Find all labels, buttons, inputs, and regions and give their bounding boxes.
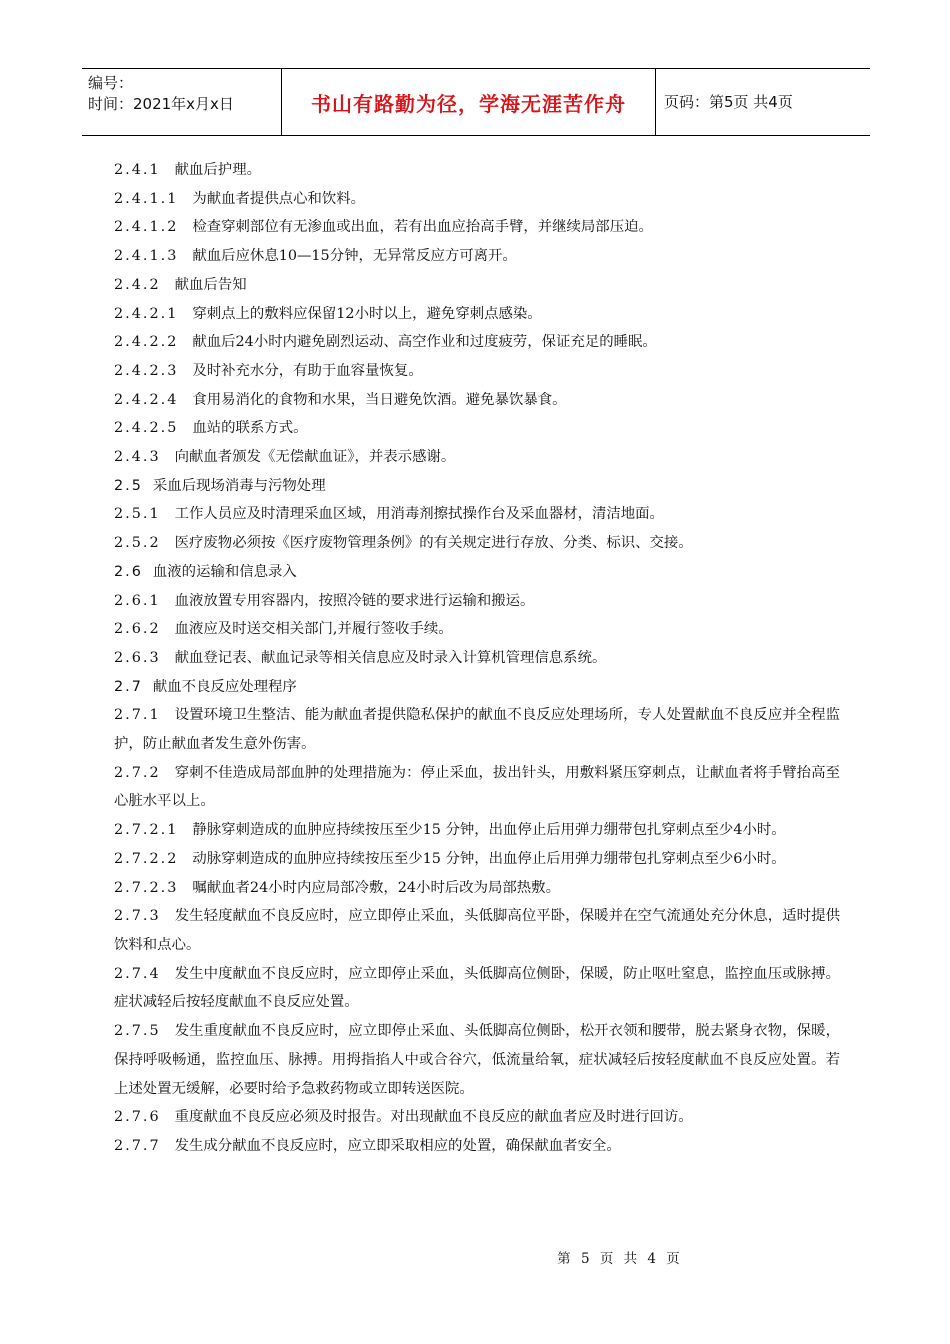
paragraph-number: 2.7.7 <box>114 1137 161 1154</box>
paragraph-text: 嘱献血者24小时内应局部冷敷，24小时后改为局部热敷。 <box>192 879 560 896</box>
paragraph <box>114 271 840 300</box>
paragraph <box>114 644 840 673</box>
paragraph-text: 重度献血不良反应必须及时报告。对出现献血不良反应的献血者应及时进行回访。 <box>174 1109 693 1126</box>
paragraph <box>114 414 840 443</box>
paragraph <box>114 701 840 758</box>
paragraph <box>114 1017 840 1103</box>
header-meta <box>88 73 278 115</box>
page-footer: 第 5 页 共 4 页 <box>557 1251 683 1267</box>
header-page-info: 页码：第5页 共4页 <box>664 93 793 111</box>
paragraph-number: 2.4.1.2 <box>114 219 179 236</box>
header-divider <box>655 69 656 135</box>
paragraph-text: 食用易消化的食物和水果，当日避免饮酒。避免暴饮暴食。 <box>192 391 567 408</box>
paragraph <box>114 816 840 845</box>
paragraph-text: 血液应及时送交相关部门,并履行签收手续。 <box>174 621 453 638</box>
paragraph <box>114 874 840 903</box>
paragraph-number: 2.7.1 <box>114 707 161 724</box>
paragraph-text: 发生成分献血不良反应时，应立即采取相应的处置，确保献血者安全。 <box>174 1137 621 1154</box>
header-time: 时间：2021年x月x日 <box>88 95 234 113</box>
paragraph-text: 采血后现场消毒与污物处理 <box>152 477 326 494</box>
paragraph-text: 为献血者提供点心和饮料。 <box>192 190 366 207</box>
paragraph-text: 医疗废物必须按《医疗废物管理条例》的有关规定进行存放、分类、标识、交接。 <box>174 535 693 552</box>
paragraph <box>114 213 840 242</box>
paragraph-number: 2.4.2 <box>114 276 161 293</box>
paragraph-number: 2.4.3 <box>114 449 161 466</box>
header-motto: 书山有路勤为径，学海无涯苦作舟 <box>311 91 626 116</box>
paragraph-text: 发生中度献血不良反应时，应立即停止采血，头低脚高位侧卧，保暖，防止呕吐窒息，监控血压或脉搏。症状减轻后按轻度献血不良反应处置。 <box>114 965 840 1011</box>
paragraph-number: 2.7.2.2 <box>114 850 179 867</box>
paragraph-text: 检查穿刺部位有无渗血或出血，若有出血应抬高手臂，并继续局部压迫。 <box>192 219 653 236</box>
paragraph-text: 血液放置专用容器内，按照冷链的要求进行运输和搬运。 <box>174 592 535 609</box>
paragraph-text: 发生重度献血不良反应时，应立即停止采血、头低脚高位侧卧，松开衣领和腰带，脱去紧身衣物，保暖，保持呼吸畅通，监控血压、脉搏。用拇指掐人中或合谷穴，低流量给氧，症状减轻后按轻度献血不良反应处置。若上述处置无缓解，必要时给予急救药物或立即转送医院。 <box>114 1023 840 1097</box>
paragraph-number: 2.4.1.3 <box>114 248 179 265</box>
paragraph-text: 静脉穿刺造成的血肿应持续按压至少15 分钟，出血停止后用弹力绷带包扎穿刺点至少4小时。 <box>192 822 786 839</box>
paragraph-number: 2.7.5 <box>114 1023 161 1040</box>
paragraph <box>114 300 840 329</box>
paragraph <box>114 1103 840 1132</box>
paragraph-number: 2.6.3 <box>114 649 161 666</box>
paragraph <box>114 1132 840 1161</box>
paragraph <box>114 500 840 529</box>
paragraph <box>114 615 840 644</box>
paragraph-number: 2.6.2 <box>114 621 161 638</box>
paragraph-number: 2.4.2.4 <box>114 391 179 408</box>
paragraph <box>114 902 840 959</box>
paragraph-text: 向献血者颁发《无偿献血证》，并表示感谢。 <box>174 449 456 466</box>
paragraph-number: 2.6 <box>114 563 143 580</box>
paragraph-text: 动脉穿刺造成的血肿应持续按压至少15 分钟，出血停止后用弹力绷带包扎穿刺点至少6小时。 <box>192 850 786 867</box>
paragraph <box>114 587 840 616</box>
paragraph <box>114 386 840 415</box>
paragraph <box>114 529 840 558</box>
paragraph-text: 献血后护理。 <box>174 162 261 178</box>
document-header <box>82 68 870 136</box>
paragraph-text: 设置环境卫生整洁、能为献血者提供隐私保护的献血不良反应处理场所，专人处置献血不良反应并全程监护，防止献血者发生意外伤害。 <box>114 707 840 753</box>
section-heading <box>114 472 840 501</box>
paragraph-number: 2.4.2.1 <box>114 305 179 322</box>
paragraph-text: 献血后应休息10—15分钟，无异常反应方可离开。 <box>192 248 517 265</box>
paragraph-number: 2.4.2.5 <box>114 420 179 437</box>
paragraph-number: 2.7.6 <box>114 1109 161 1126</box>
paragraph <box>114 443 840 472</box>
paragraph <box>114 845 840 874</box>
paragraph-number: 2.4.2.3 <box>114 362 179 379</box>
paragraph-number: 2.7.2 <box>114 764 161 781</box>
paragraph-text: 及时补充水分，有助于血容量恢复。 <box>192 362 423 379</box>
paragraph <box>114 759 840 816</box>
paragraph-number: 2.6.1 <box>114 592 161 609</box>
paragraph <box>114 960 840 1017</box>
paragraph-text: 工作人员应及时清理采血区域，用消毒剂擦拭操作台及采血器材，清洁地面。 <box>174 506 664 523</box>
section-heading <box>114 558 840 587</box>
paragraph <box>114 328 840 357</box>
paragraph-text: 穿刺点上的敷料应保留12小时以上，避免穿刺点感染。 <box>192 305 542 322</box>
paragraph-number: 2.7.2.1 <box>114 822 179 839</box>
paragraph-number: 2.5.2 <box>114 535 161 552</box>
paragraph <box>114 357 840 386</box>
section-heading <box>114 673 840 702</box>
paragraph-number: 2.4.2.2 <box>114 334 179 351</box>
paragraph-number: 2.7.3 <box>114 908 161 925</box>
paragraph-text: 血站的联系方式。 <box>192 420 308 437</box>
paragraph <box>114 156 840 185</box>
paragraph-number: 2.7.2.3 <box>114 879 179 896</box>
paragraph-text: 发生轻度献血不良反应时，应立即停止采血，头低脚高位平卧，保暖并在空气流通处充分休息，适时提供饮料和点心。 <box>114 908 840 953</box>
paragraph-text: 献血不良反应处理程序 <box>152 678 297 695</box>
paragraph <box>114 242 840 271</box>
paragraph-number: 2.5.1 <box>114 506 161 523</box>
paragraph-text: 献血后告知 <box>174 276 247 293</box>
paragraph-number: 2.5 <box>114 477 143 494</box>
paragraph <box>114 185 840 214</box>
paragraph-text: 穿刺不佳造成局部血肿的处理措施为：停止采血，拔出针头，用敷料紧压穿刺点，让献血者将手臂抬高至心脏水平以上。 <box>114 764 840 810</box>
paragraph-text: 献血后24小时内避免剧烈运动、高空作业和过度疲劳，保证充足的睡眠。 <box>192 334 657 351</box>
paragraph-text: 血液的运输和信息录入 <box>152 563 297 580</box>
paragraph-text: 献血登记表、献血记录等相关信息应及时录入计算机管理信息系统。 <box>174 649 607 666</box>
paragraph-number: 2.4.1 <box>114 162 161 178</box>
header-code: 编号： <box>88 74 134 92</box>
paragraph-number: 2.7 <box>114 678 143 695</box>
paragraph-number: 2.7.4 <box>114 965 161 982</box>
document-body <box>114 156 840 1161</box>
paragraph-number: 2.4.1.1 <box>114 190 179 207</box>
